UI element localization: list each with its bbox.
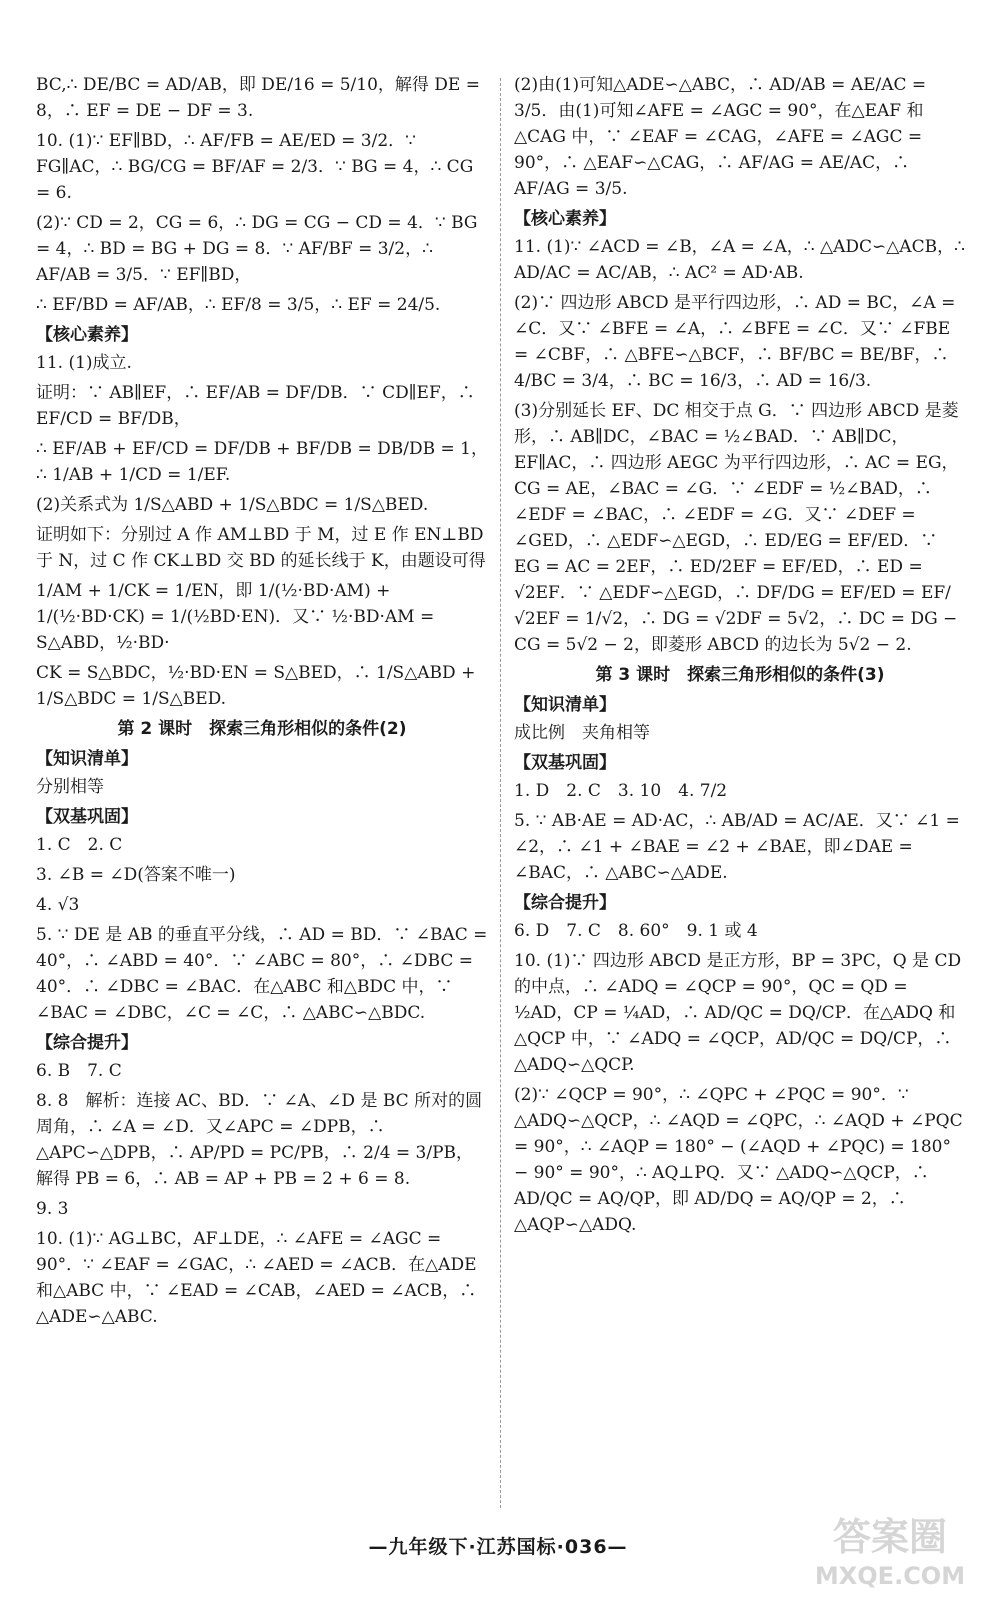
answer-line: (2)关系式为 1/S△ABD + 1/S△BDC = 1/S△BED. bbox=[36, 495, 429, 515]
answer-line: 9. 3 bbox=[36, 1199, 69, 1219]
answer-line: 证明如下：分别过 A 作 AM⊥BD 于 M，过 E 作 EN⊥BD 于 N，过 C 作 CK⊥BD 交 BD 的延长线于 K，由题设可得 bbox=[36, 525, 486, 571]
watermark-text-url: MXQE.COM bbox=[814, 1562, 966, 1590]
answer-line: 10. (1)∵ AG⊥BC，AF⊥DE，∴ ∠AFE = ∠AGC = 90°．∵ ∠EAF = ∠GAC，∴ ∠AED = ∠ACB．在△ADE 和△ABC 中，∵ ∠EAD = ∠CAB，∠AED = ∠ACB，∴ △ADE∽△ABC. bbox=[36, 1229, 477, 1327]
lesson-title: 第 2 课时 探索三角形相似的条件(2) bbox=[117, 719, 407, 739]
section-heading: 【综合提升】 bbox=[514, 893, 616, 913]
answer-line: (2)∵ CD = 2，CG = 6，∴ DG = CG − CD = 4．∵ BG = 4，∴ BD = BG + DG = 8．∵ AF/BF = 3/2，∴ AF/AB = 3/5．∵ EF∥BD， bbox=[36, 213, 478, 285]
answer-line: ∴ EF/AB + EF/CD = DF/DB + BF/DB = DB/DB = 1，∴ 1/AB + 1/CD = 1/EF. bbox=[36, 439, 488, 485]
answer-line: 1/AM + 1/CK = 1/EN，即 1/(½·BD·AM) + 1/(½·BD·CK) = 1/(½BD·EN)．又∵ ½·BD·AM = S△ABD，½·BD· bbox=[36, 581, 435, 653]
lesson-title: 第 3 课时 探索三角形相似的条件(3) bbox=[595, 665, 885, 685]
section-heading: 【核心素养】 bbox=[36, 325, 138, 345]
answer-line: (2)由(1)可知△ADE∽△ABC，∴ AD/AB = AE/AC = 3/5．由(1)可知∠AFE = ∠AGC = 90°，在△EAF 和△CAG 中，∵ ∠EAF = ∠CAG，∠AFE = ∠AGC = 90°，∴ △EAF∽△CAG，∴ AF/AG = AE/AC，∴ AF/AG = 3/5. bbox=[514, 75, 927, 199]
watermark-text-main: 答案圈 bbox=[832, 1515, 948, 1559]
answer-line: 5. ∵ AB·AE = AD·AC，∴ AB/AD = AC/AE．又∵ ∠1 = ∠2，∴ ∠1 + ∠BAE = ∠2 + ∠BAE，即∠DAE = ∠BAC，∴ △ABC∽△ADE. bbox=[514, 811, 960, 883]
answer-line: 分别相等 bbox=[36, 777, 104, 797]
section-heading: 【知识清单】 bbox=[514, 695, 616, 715]
answer-line: CK = S△BDC，½·BD·EN = S△BED，∴ 1/S△ABD + 1/S△BDC = 1/S△BED. bbox=[36, 663, 476, 709]
answer-line: 11. (1)成立. bbox=[36, 353, 132, 373]
answer-line: (2)∵ ∠QCP = 90°，∴ ∠QPC + ∠PQC = 90°．∵ △ADQ∽△QCP，∴ ∠AQD = ∠QPC，∴ ∠AQD + ∠PQC = 90°，∴ ∠AQP = 180° − (∠AQD + ∠PQC) = 180° − 90° = 90°，∴ AQ⊥PQ．又∵ △ADQ∽△QCP，∴ AD/QC = AQ/QP，即 AD/DQ = AQ/QP = 2，∴ △AQP∽△ADQ. bbox=[514, 1085, 963, 1235]
answer-line: 5. ∵ DE 是 AB 的垂直平分线，∴ AD = BD．∵ ∠BAC = 40°，∴ ∠ABD = 40°．∵ ∠ABC = 80°，∴ ∠DBC = 40°．∴ ∠DBC = ∠BAC．在△ABC 和△BDC 中，∵ ∠BAC = ∠DBC，∠C = ∠C，∴ △ABC∽△BDC. bbox=[36, 925, 488, 1023]
answer-line: 1. D 2. C 3. 10 4. 7/2 bbox=[514, 781, 728, 801]
section-heading: 【双基巩固】 bbox=[514, 753, 616, 773]
left-column bbox=[36, 72, 488, 1334]
answer-line: 成比例 夹角相等 bbox=[514, 723, 650, 743]
page-footer: —九年级下·江苏国标·036— bbox=[368, 1536, 628, 1558]
section-heading: 【知识清单】 bbox=[36, 749, 138, 769]
answer-line: 6. D 7. C 8. 60° 9. 1 或 4 bbox=[514, 921, 758, 941]
answer-line: (2)∵ 四边形 ABCD 是平行四边形，∴ AD = BC，∠A = ∠C．又∵ ∠BFE = ∠A，∴ ∠BFE = ∠C．又∵ ∠FBE = ∠CBF，∴ △BFE∽△BCF，∴ BF/BC = BE/BF，∴ 4/BC = 3/4，∴ BC = 16/3，∴ AD = 16/3. bbox=[514, 293, 956, 391]
answer-line: 8. 8 解析：连接 AC、BD．∵ ∠A、∠D 是 BC 所对的圆周角，∴ ∠A = ∠D．又∠APC = ∠DPB，∴ △APC∽△DPB，∴ AP/PD = PC/PB，∴ 2/4 = 3/PB，解得 PB = 6，∴ AB = AP + PB = 2 + 6 = 8. bbox=[36, 1091, 483, 1189]
answer-line: 10. (1)∵ EF∥BD，∴ AF/FB = AE/ED = 3/2．∵ FG∥AC，∴ BG/CG = BF/AF = 2/3．∵ BG = 4，∴ CG = 6. bbox=[36, 131, 474, 203]
section-heading: 【双基巩固】 bbox=[36, 807, 138, 827]
answer-line: 1. C 2. C bbox=[36, 835, 123, 855]
section-heading: 【综合提升】 bbox=[36, 1033, 138, 1053]
section-heading: 【核心素养】 bbox=[514, 209, 616, 229]
column-divider bbox=[500, 78, 501, 1508]
answer-line: 3. ∠B = ∠D(答案不唯一) bbox=[36, 865, 236, 885]
answer-line: (3)分别延长 EF、DC 相交于点 G．∵ 四边形 ABCD 是菱形，∴ AB∥DC，∠BAC = ½∠BAD．∵ AB∥DC，EF∥AC，∴ 四边形 AEGC 为平行四边形，∴ AC = EG，CG = AE，∠BAC = ∠G．∵ ∠EDF = ½∠BAD，∴ ∠EDF = ∠BAC，∴ ∠EDF = ∠G．又∵ ∠DEF = ∠GED，∴ △EDF∽△EGD，∴ ED/EG = EF/ED．∵ EG = AC = 2EF，∴ ED/2EF = EF/ED，∴ ED = √2EF．∵ △EDF∽△EGD，∴ DF/DG = EF/ED = EF/√2EF = 1/√2，∴ DG = √2DF = 5√2，∴ DC = DG − CG = 5√2 − 2，即菱形 ABCD 的边长为 5√2 − 2. bbox=[514, 401, 959, 655]
answer-line: 6. B 7. C bbox=[36, 1061, 122, 1081]
answer-line: 11. (1)∵ ∠ACD = ∠B，∠A = ∠A，∴ △ADC∽△ACB，∴ AD/AC = AC/AB，∴ AC² = AD·AB. bbox=[514, 237, 965, 283]
answer-line: BC,∴ DE/BC = AD/AB，即 DE/16 = 5/10，解得 DE = 8，∴ EF = DE − DF = 3. bbox=[36, 75, 480, 121]
answer-line: ∴ EF/BD = AF/AB，∴ EF/8 = 3/5，∴ EF = 24/5. bbox=[36, 295, 441, 315]
right-column bbox=[514, 72, 966, 1242]
answer-line: 证明：∵ AB∥EF，∴ EF/AB = DF/DB．∵ CD∥EF，∴ EF/CD = BF/DB， bbox=[36, 383, 475, 429]
watermark-logo bbox=[800, 1508, 980, 1594]
answer-line: 4. √3 bbox=[36, 895, 80, 915]
answer-line: 10. (1)∵ 四边形 ABCD 是正方形，BP = 3PC，Q 是 CD 的中点，∴ ∠ADQ = ∠QCP = 90°，QC = QD = ½AD，CP = ¼AD，∴ AD/QC = DQ/CP．在△ADQ 和△QCP 中，∵ ∠ADQ = ∠QCP，AD/QC = DQ/CP，∴ △ADQ∽△QCP. bbox=[514, 951, 962, 1075]
